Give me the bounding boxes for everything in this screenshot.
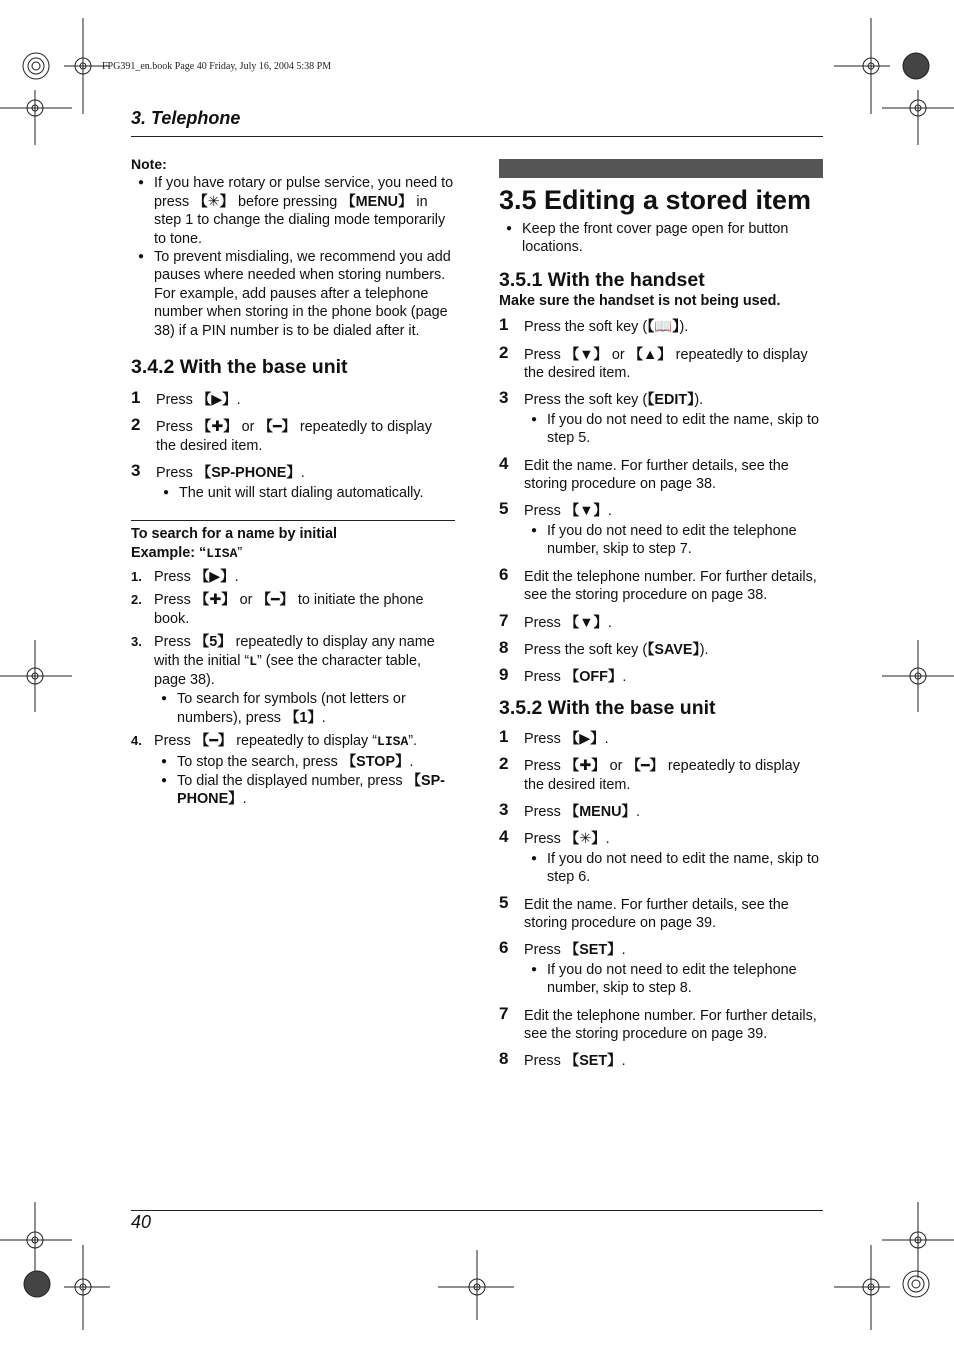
registration-mark-bottom-right xyxy=(903,1271,929,1297)
example-line: Example: “LISA” xyxy=(131,544,243,561)
base-steps xyxy=(499,726,823,1071)
registration-mark-top-right xyxy=(903,53,929,79)
heading-3-4-2: 3.4.2 With the base unit xyxy=(131,356,348,379)
sub-bullet: ● To search for symbols (not letters or numbers), press 【1】. xyxy=(154,690,455,727)
handset-note: Make sure the handset is not being used. xyxy=(499,292,781,309)
sub-bullet: ● If you do not need to edit the telephone number, skip to step 8. xyxy=(524,961,823,998)
print-info: FPG391_en.book Page 40 Friday, July 16, 2004 5:38 PM xyxy=(102,61,332,72)
step: 7 Edit the telephone number. For further details, see the storing procedure on page 39. xyxy=(499,1003,817,1042)
search-step: 3. Press 【5】 repeatedly to display any name with the initial “L” (see the character table, page 38). ● To search for symbols (not letters or numbers), press 【1】. xyxy=(131,633,455,727)
step: 8 Press the soft key (【SAVE】). xyxy=(499,637,709,658)
search-title: To search for a name by initial xyxy=(131,526,338,543)
step: 2 Press 【▼】 or 【▲】 repeatedly to display the desired item. xyxy=(499,342,808,382)
search-step: 1. Press 【▶】. xyxy=(131,568,239,585)
step: 3 Press 【SP-PHONE】. ● The unit will start dialing automatically. xyxy=(131,464,455,502)
step: 9 Press 【OFF】. xyxy=(499,665,627,686)
page-title: 3.5 Editing a stored item xyxy=(499,185,812,215)
intro-bullet: ● Keep the front cover page open for button locations. xyxy=(499,220,823,257)
step: 4 Edit the name. For further details, see the storing procedure on page 38. xyxy=(499,453,789,493)
header-rule xyxy=(131,136,823,137)
step: 8 Press 【SET】. xyxy=(499,1049,626,1070)
step: 4 Press 【✳】. ● If you do not need to edit the name, skip to step 6. xyxy=(499,830,823,886)
sub-bullet: ● If you do not need to edit the name, skip to step 5. xyxy=(524,411,823,448)
step: 3 Press the soft key (【EDIT】). ● If you do not need to edit the name, skip to step 5. xyxy=(499,391,823,447)
step: 2 Press 【✚】 or 【━】 repeatedly to display the desired item. xyxy=(131,415,432,454)
sub-bullet: ● If you do not need to edit the telephone number, skip to step 7. xyxy=(524,522,823,559)
step: 5 Edit the name. For further details, see the storing procedure on page 39. xyxy=(499,892,789,931)
note-title: Note: xyxy=(131,156,167,172)
note-bullet: ● To prevent misdialing, we recommend you add pauses where needed when storing numbers. For example, add pauses after a telephone number when storing in the phone book (page 38) if a PIN number is to be dialed after it. xyxy=(131,248,455,340)
note-bullet: ● If you have rotary or pulse service, you need to press 【✳】 before pressing 【MENU】 in step 1 to change the dialing mode temporarily to tone. xyxy=(131,174,455,248)
handset-steps xyxy=(499,315,823,687)
registration-mark-top-left xyxy=(23,53,49,79)
step: 3 Press 【MENU】. xyxy=(499,799,640,820)
heading-3-5-1: 3.5.1 With the handset xyxy=(499,268,705,291)
search-rule xyxy=(131,520,455,521)
search-step: 2. Press 【✚】 or 【━】 to initiate the phone book. xyxy=(131,592,424,627)
footer-rule xyxy=(131,1210,823,1211)
step: 2 Press 【✚】 or 【━】 repeatedly to display the desired item. xyxy=(499,754,800,793)
search-step: 4. Press 【━】 repeatedly to display “LISA”. ● To stop the search, press 【STOP】. ● To dial the displayed number, press 【SP-PHONE】. xyxy=(131,732,455,809)
registration-mark-bottom-left xyxy=(24,1271,50,1297)
sub-bullet: ● To dial the displayed number, press 【SP-PHONE】. xyxy=(154,772,455,809)
sub-bullet: ● The unit will start dialing automatically. xyxy=(156,484,455,502)
step: 7 Press 【▼】. xyxy=(499,610,612,631)
sub-bullet: ● To stop the search, press 【STOP】. xyxy=(154,753,455,771)
step: 6 Edit the telephone number. For further details, see the storing procedure on page 38. xyxy=(499,564,817,604)
sub-bullet: ● If you do not need to edit the name, skip to step 6. xyxy=(524,850,823,887)
right-column xyxy=(499,159,823,1080)
left-column xyxy=(131,155,455,814)
step: 1 Press the soft key (【📖】). xyxy=(499,315,689,336)
heading-3-5-2: 3.5.2 With the base unit xyxy=(499,696,716,719)
title-bar xyxy=(499,159,823,178)
page-number: 40 xyxy=(131,1212,152,1232)
step: 1 Press 【▶】. xyxy=(131,388,241,409)
step: 1 Press 【▶】. xyxy=(499,726,609,747)
step: 6 Press 【SET】. ● If you do not need to edit the telephone number, skip to step 8. xyxy=(499,941,823,997)
step: 5 Press 【▼】. ● If you do not need to edit the telephone number, skip to step 7. xyxy=(499,502,823,558)
section-header: 3. Telephone xyxy=(131,108,241,128)
